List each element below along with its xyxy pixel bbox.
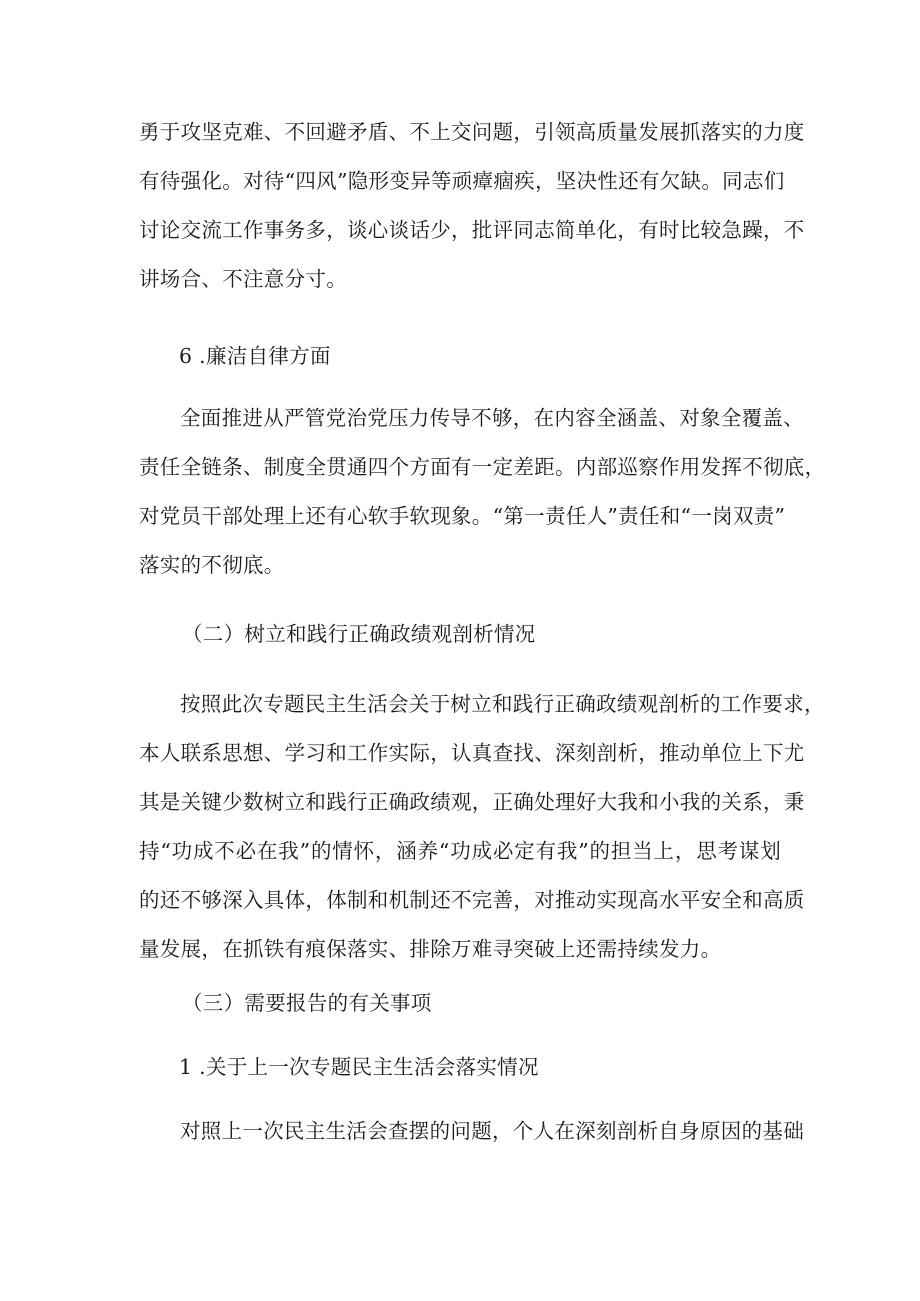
paragraph-line: 量发展，在抓铁有痕保落实、排除万难寻突破上还需持续发力。	[139, 937, 722, 961]
paragraph-line: 讲场合、不注意分寸。	[139, 267, 347, 291]
paragraph-line: 其是关键少数树立和践行正确政绩观，正确处理好大我和小我的关系，秉	[139, 790, 805, 814]
paragraph-line: 责任全链条、制度全贯通四个方面有一定差距。内部巡察作用发挥不彻底，	[139, 455, 826, 479]
paragraph-line: 讨论交流工作事务多，谈心谈话少，批评同志简单化，有时比较急躁，不	[139, 218, 805, 242]
section-heading: 1 .关于上一次专题民主生活会落实情况	[179, 1055, 539, 1079]
paragraph-line: 有待强化。对待“四风”隐形变异等顽瘴痼疾，坚决性还有欠缺。同志们	[139, 169, 785, 193]
paragraph-line: 对党员干部处理上还有心软手软现象。“第一责任人”责任和“一岗双责”	[139, 504, 786, 528]
paragraph-line: 按照此次专题民主生活会关于树立和践行正确政绩观剖析的工作要求，	[180, 692, 825, 716]
section-heading: （三）需要报告的有关事项	[182, 991, 432, 1015]
section-heading: 6 .廉洁自律方面	[179, 344, 331, 368]
paragraph-line: 对照上一次民主生活会查摆的问题，个人在深刻剖析自身原因的基础	[180, 1119, 804, 1143]
paragraph-line: 的还不够深入具体，体制和机制还不完善，对推动实现高水平安全和高质	[139, 888, 805, 912]
paragraph-line: 本人联系思想、学习和工作实际，认真查找、深刻剖析，推动单位上下尤	[139, 741, 805, 765]
paragraph-line: 全面推进从严管党治党压力传导不够，在内容全涵盖、对象全覆盖、	[180, 406, 804, 430]
paragraph-line: 勇于攻坚克难、不回避矛盾、不上交问题，引领高质量发展抓落实的力度	[139, 120, 805, 144]
paragraph-line: 落实的不彻底。	[139, 553, 285, 577]
section-heading: （二）树立和践行正确政绩观剖析情况	[182, 622, 536, 646]
paragraph-line: 持“功成不必在我”的情怀，涵养“功成必定有我”的担当上，思考谋划	[139, 839, 781, 863]
